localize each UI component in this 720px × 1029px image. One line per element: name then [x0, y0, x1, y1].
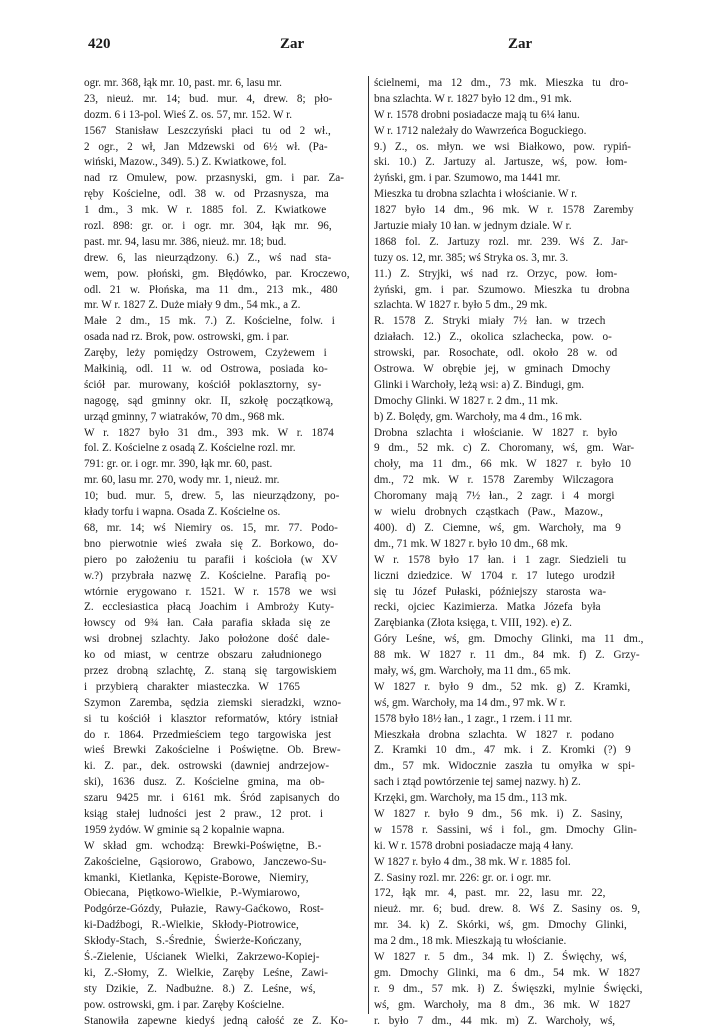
left-text-column: [84, 76, 370, 1029]
text-line: Ś.-Zielenie, Uścianek Wielki, Zakrzewo-Kopiej-: [84, 950, 320, 963]
text-line: dozm. 6 i 13-pol. Wieś Z. os. 57, mr. 152. W r.: [84, 108, 293, 121]
text-line: ki-Dadźbogi, R.-Wielkie, Skłody-Piotrowice,: [84, 919, 299, 932]
text-line: Zarębianka (Złota księga, t. VIII, 192). e) Z.: [374, 617, 572, 630]
text-line: osada nad rz. Brok, pow. ostrowski, gm. i par.: [84, 331, 289, 344]
text-line: ski. 10.) Z. Jartuzy al. Jartusze, wś, pow. łom-: [374, 156, 628, 169]
text-line: łowscy od 9¾ łan. Cała parafia składa się ze: [84, 617, 331, 630]
text-line: przez drobną szlachtę, Z. staną się targowiskiem: [84, 664, 337, 677]
text-line: 9 dm., 52 mk. c) Z. Choromany, wś, gm. War-: [374, 442, 635, 455]
text-line: ksiąg stałej ludności jest 2 praw., 12 prot. i: [84, 807, 323, 820]
text-line: Skłody-Stach, S.-Średnie, Świerże-Kończany,: [84, 935, 302, 948]
text-line: Góry Leśne, wś, gm. Dmochy Glinki, ma 11 dm.,: [374, 633, 644, 646]
text-line: 1827 było 14 dm., 96 mk. W r. 1578 Zaremby: [374, 204, 634, 217]
text-line: W r. 1712 należały do Wawrzeńca Boguckiego.: [374, 124, 587, 137]
text-line: Małe 2 dm., 15 mk. 7.) Z. Kościelne, folw. i: [84, 315, 335, 328]
text-line: do r. 1864. Przedmieściem tego targowiska jest: [84, 728, 332, 741]
text-line: W 1827 r. 5 dm., 34 mk. l) Z. Święchy, wś,: [374, 950, 627, 963]
text-line: Choromany mają 7½ łan., 2 zagr. i 4 morgi: [374, 490, 615, 503]
text-line: pow. ostrowski, gm. i par. Zaręby Kościelne.: [84, 998, 285, 1011]
text-line: 88 mk. W 1827 r. 11 dm., 84 mk. f) Z. Grzy-: [374, 649, 640, 662]
text-line: 1578 było 18½ łan., 1 zagr., 1 rzem. i 11 mr.: [374, 712, 573, 725]
text-line: żyński, gm. i par. Szumowo. Mieszka tu drobna: [374, 283, 630, 296]
text-line: wtórnie erygowano r. 1521. W r. 1578 we wsi: [84, 585, 337, 598]
text-line: w 1578 r. Sassini, wś i fol., gm. Dmochy Glin-: [374, 823, 637, 836]
text-line: 791: gr. or. i ogr. mr. 390, łąk mr. 60, past.: [84, 458, 273, 471]
page-number: 420: [88, 36, 111, 52]
text-line: Podgórze-Gózdy, Pułazie, Rawy-Gaćkowo, Rost-: [84, 903, 324, 916]
text-line: ski), 1636 dusz. Z. Kościelne gmina, ma ob-: [84, 776, 325, 789]
text-line: 400). d) Z. Ciemne, wś, gm. Warchoły, ma 9: [374, 521, 621, 534]
text-line: 9.) Z., os. młyn. we wsi Białkowo, pow. rypiń-: [374, 140, 632, 153]
text-line: szaru 9425 mr. i 6161 mk. Śród zapisanych do: [84, 792, 340, 805]
text-line: Zakościelne, Gąsiorowo, Grabowo, Janczewo-Su-: [84, 855, 327, 868]
text-line: piero po założeniu tu parafii i kościoła (w XV: [84, 553, 338, 566]
text-line: 11.) Z. Stryjki, wś nad rz. Orzyc, pow. łom-: [374, 267, 618, 280]
text-line: ma 2 dm., 18 mk. Mieszkają tu włościanie.: [374, 935, 567, 948]
text-line: urząd gminny, 7 wiatraków, 70 dm., 968 mk.: [84, 410, 285, 423]
text-line: r. było 7 dm., 44 mk. m) Z. Warchoły, wś,: [374, 1014, 616, 1027]
text-line: dm., 71 mk. W 1827 r. było 10 dm., 68 mk.: [374, 537, 568, 550]
text-line: choły, ma 11 dm., 66 mk. W 1827 r. było 10: [374, 458, 632, 471]
text-line: kmanki, Kietlanka, Kępiste-Borowe, Niemiry,: [84, 871, 309, 884]
text-line: ręby Kościelne, odl. 38 w. od Przasnysza, ma: [84, 188, 329, 201]
text-line: Z. Kramki 10 dm., 47 mk. i Z. Kromki (?) 9: [374, 744, 631, 757]
text-line: wiński, Mazow., 349). 5.) Z. Kwiatkowe, fol.: [84, 156, 287, 169]
text-line: ko od miast, w centrze obszaru załudnionego: [84, 649, 322, 662]
text-line: recki, ojciec Kazimierza. Matka Józefa była: [374, 601, 601, 614]
text-line: nieuż. mr. 6; bud. drew. 8. Wś Z. Sasiny os. 9,: [374, 903, 641, 916]
text-line: Stanowiła zapewne kiedyś jedną całość ze Z. Ko-: [84, 1014, 348, 1027]
text-line: r. 9 dm., 57 mk. ł) Z. Święszki, mylnie Święcki,: [374, 982, 643, 995]
text-line: 1868 fol. Z. Jartuzy rozl. mr. 239. Wś Z. Jar-: [374, 235, 628, 248]
text-line: wieś Brewki Zakościelne i Poświętne. Ob. Brew-: [84, 744, 341, 757]
text-line: W 1827 r. było 4 dm., 38 mk. W r. 1885 fol.: [374, 855, 571, 868]
text-line: W r. 1578 było 17 łan. i 1 zagr. Siedzieli tu: [374, 553, 627, 566]
text-line: i przybierą charakter miasteczka. W 1765: [84, 680, 300, 693]
right-text-column: [374, 76, 666, 1029]
text-line: drew. 6, las nieurządzony. 6.) Z., wś nad sta-: [84, 251, 332, 264]
text-line: fol. Z. Kościelne z osadą Z. Kościelne rozl. mr.: [84, 442, 296, 455]
text-line: 10; bud. mur. 5, drew. 5, las nieurządzony, po-: [84, 490, 340, 503]
text-line: liczni dziedzice. W 1704 r. 17 lutego urodził: [374, 569, 615, 582]
text-line: W skład gm. wchodzą: Brewki-Poświętne, B.-: [84, 839, 322, 852]
text-line: strowski, par. Rosochate, odl. około 28 w. od: [374, 347, 618, 360]
text-line: rozl. 898: gr. or. i ogr. mr. 304, łąk mr. 96,: [84, 220, 332, 233]
text-line: bno pierwotnie wieś zwała się Z. Borkowo, do-: [84, 537, 339, 550]
text-line: dm., 72 mk. W r. 1578 Zaremby Wilczagora: [374, 474, 614, 487]
text-line: 1 dm., 3 mk. W r. 1885 fol. Z. Kwiatkowe: [84, 204, 327, 217]
text-line: tuzy os. 12, mr. 385; wś Stryka os. 3, mr. 3.: [374, 251, 569, 264]
text-line: W r. 1827 było 31 dm., 393 mk. W r. 1874: [84, 426, 334, 439]
text-line: ogr. mr. 368, łąk mr. 10, past. mr. 6, lasu mr.: [84, 77, 282, 89]
text-line: 23, nieuż. mr. 14; bud. mur. 4, drew. 8; pło-: [84, 92, 333, 105]
text-line: gm. Dmochy Glinki, ma 6 dm., 54 mk. W 1827: [374, 966, 641, 979]
text-line: 1959 żydów. W gminie są 2 kopalnie wapna.: [84, 823, 285, 836]
text-line: W 1827 r. było 9 dm., 52 mk. g) Z. Kramki,: [374, 680, 631, 693]
text-line: ki. Z. par., dek. ostrowski (dawniej andrzejow-: [84, 760, 330, 773]
text-line: sty Dzikie, Z. Nadbużne. 8.) Z. Leśne, wś,: [84, 982, 316, 995]
running-title-left: Zar: [280, 36, 305, 52]
text-line: W r. 1578 drobni posiadacze mają tu 6¼ łanu.: [374, 108, 580, 121]
text-line: 2 ogr., 2 wł, Jan Mdzewski od 6½ wł. (Pa-: [84, 140, 328, 153]
text-line: Dmochy Glinki. W 1827 r. 2 dm., 11 mk.: [374, 394, 559, 407]
text-line: Ostrowa. W obrębie jej, w gminach Dmochy: [374, 363, 611, 376]
text-line: R. 1578 Z. Stryki miały 7½ łan. w trzech: [374, 315, 606, 328]
text-line: wem, pow. płoński, gm. Błędówko, par. Kroczewo,: [84, 267, 350, 280]
text-line: Krzęki, gm. Warchoły, ma 15 dm., 113 mk.: [374, 792, 568, 805]
page-header: [88, 36, 662, 60]
text-line: Obiecana, Piętkowo-Wielkie, P.-Wymiarowo,: [84, 887, 300, 900]
text-line: w wielu drobnych cząstkach (Paw., Mazow.,: [374, 506, 603, 519]
text-line: Zaręby, leży pomiędzy Ostrowem, Czyżewem i: [84, 347, 327, 360]
text-line: si tu kościół i klasztor reformatów, który istniał: [84, 712, 338, 725]
text-line: Z. ecclesiastica płacą Joachim i Ambroży Kuty-: [84, 601, 335, 614]
text-line: żyński, gm. i par. Szumowo, ma 1441 mr.: [374, 172, 561, 185]
text-line: kłady torfu i wapna. Osada Z. Kościelne os.: [84, 506, 281, 519]
text-line: 1567 Stanisław Leszczyński płaci tu od 2 wł.,: [84, 124, 331, 137]
text-line: Jartuzie miały 10 łan. w jednym dziale. W r.: [374, 220, 572, 233]
text-line: odl. 21 w. Płońska, ma 11 dm., 213 mk., 480: [84, 283, 338, 296]
column-divider: [368, 76, 369, 1014]
text-line: wsi drobnej szlachty. Jako położone dość dale-: [84, 633, 330, 646]
text-line: nagogę, sąd gminny okr. II, szkołę początkową,: [84, 394, 334, 407]
text-line: wś, gm. Warchoły, ma 14 dm., 97 mk. W r.: [374, 696, 566, 709]
text-line: działach. 12.) Z., okolica szlachecka, pow. o-: [374, 331, 612, 344]
text-line: past. mr. 94, lasu mr. 386, nieuż. mr. 18; bud.: [84, 235, 287, 248]
text-line: nad rz Omulew, pow. przasnyski, gm. i par. Za-: [84, 172, 344, 185]
text-line: Drobna szlachta i włościanie. W 1827 r. było: [374, 426, 618, 439]
text-line: 172, łąk mr. 4, past. mr. 22, lasu mr. 22,: [374, 887, 606, 900]
text-line: Mieszka tu drobna szlachta i włościanie. W r.: [374, 188, 578, 201]
text-line: wś, gm. Warchoły, ma 8 dm., 36 mk. W 1827: [374, 998, 631, 1011]
text-line: mr. W r. 1827 Z. Duże miały 9 dm., 54 mk., a Z.: [84, 299, 301, 312]
text-line: ki, Z.-Słomy, Z. Wielkie, Zaręby Leśne, Zawi-: [84, 966, 329, 979]
text-line: w.?) przybrała nazwę Z. Kościelne. Parafią po-: [84, 569, 331, 582]
text-line: 68, mr. 14; wś Niemiry os. 15, mr. 77. Podo-: [84, 521, 338, 534]
text-line: Z. Sasiny rozl. mr. 226: gr. or. i ogr. mr.: [374, 871, 552, 884]
text-line: się tu Józef Pułaski, późniejszy starosta wa-: [374, 585, 607, 598]
text-line: dm., 57 mk. Widocznie zaszła tu omyłka w spi-: [374, 760, 635, 773]
text-line: bna szlachta. W r. 1827 było 12 dm., 91 mk.: [374, 92, 572, 105]
text-line: b) Z. Bolędy, gm. Warchoły, ma 4 dm., 16 mk.: [374, 410, 583, 423]
text-line: szlachta. W 1827 r. było 5 dm., 29 mk.: [374, 299, 548, 312]
running-title-right: Zar: [508, 36, 533, 52]
text-line: mr. 34. k) Z. Skórki, wś, gm. Dmochy Glinki,: [374, 919, 627, 932]
text-line: sach i ztąd powtórzenie tej samej nazwy. h) Z.: [374, 776, 581, 789]
text-line: Glinki i Warchoły, leżą wsi: a) Z. Bindugi, gm.: [374, 378, 585, 391]
text-line: mały, wś, gm. Warchoły, ma 11 dm., 65 mk.: [374, 664, 571, 677]
text-line: Szymon Zaremba, sędzia ziemski sieradzki, wzno-: [84, 696, 342, 709]
text-line: ścielnemi, ma 12 dm., 73 mk. Mieszka tu dro-: [374, 77, 629, 89]
text-line: ki. W r. 1578 drobni posiadacze mają 4 łany.: [374, 839, 574, 852]
text-line: ściół par. murowany, kościół poklasztorny, sy-: [84, 378, 322, 391]
text-line: W 1827 r. było 9 dm., 56 mk. i) Z. Sasiny,: [374, 807, 623, 820]
text-line: mr. 60, lasu mr. 270, wody mr. 1, nieuż. mr.: [84, 474, 280, 487]
text-line: Mieszkała drobna szlachta. W 1827 r. podano: [374, 728, 615, 741]
text-line: Małkinią, odl. 11 w. od Ostrowa, posiada ko-: [84, 363, 328, 376]
